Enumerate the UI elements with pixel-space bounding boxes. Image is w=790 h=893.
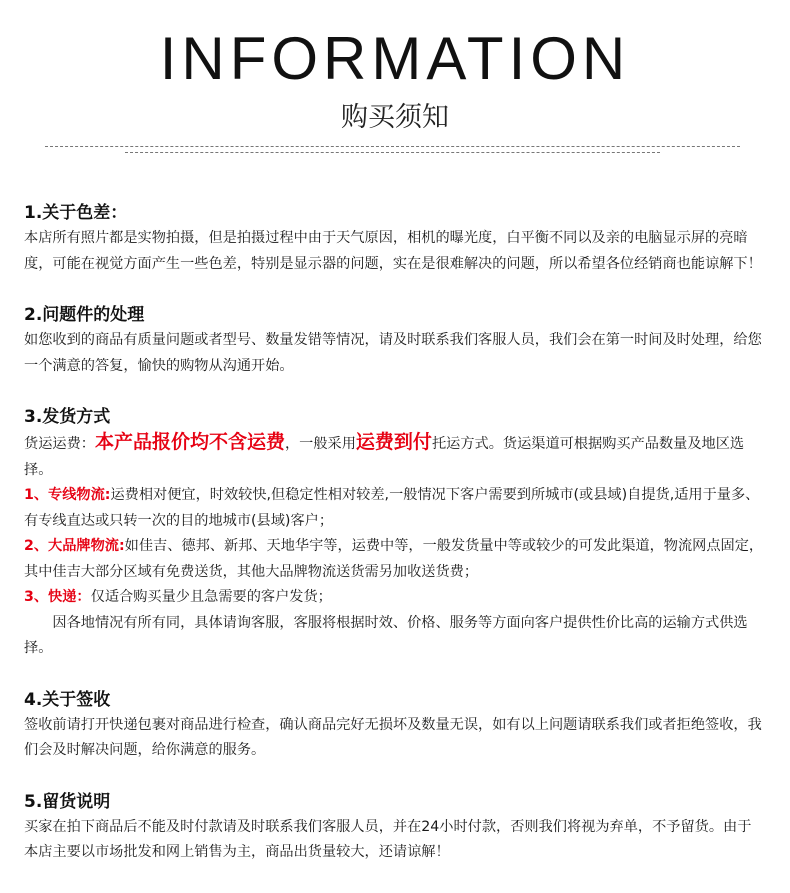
section-shipping-method — [24, 404, 764, 662]
section-title: 3.发货方式 — [24, 407, 111, 427]
section-body: 签收前请打开快递包裹对商品进行检查，确认商品完好无损坏及数量无误，如有以上问题请联系我们或者拒绝签收，我们会及时解决问题，给你满意的服务。 — [24, 716, 762, 758]
freight-collect-notice: 运费到付 — [355, 431, 432, 453]
divider-dashed-bottom — [125, 152, 660, 153]
option-label: 2、大品牌物流: — [24, 538, 125, 554]
section-body: 买家在拍下商品后不能及时付款请及时联系我们客服人员，并在24小时付款，否则我们将视为弃单，不予留货。由于本店主要以市场批发和网上销售为主，商品出货量较大，还请谅解！ — [24, 818, 752, 860]
option-label: 1、专线物流: — [24, 487, 111, 503]
shipping-option-major-brand — [24, 534, 764, 585]
option-text: 仅适合购买量少且急需要的客户发货； — [90, 589, 332, 605]
option-text: 运费相对便宜，时效较快,但稳定性相对较差,一般情况下客户需要到所城市(或县域)自提货,适用于量多、有专线直达或只转一次的目的地城市(县域)客户； — [24, 487, 760, 529]
section-color-difference — [24, 200, 764, 277]
section-title: 5.留货说明 — [24, 791, 111, 812]
page-title-chinese: 购买须知 — [341, 102, 449, 133]
shipping-intro-prefix: 货运运费： — [24, 436, 95, 452]
no-shipping-fee-notice: 本产品报价均不含运费 — [94, 431, 285, 453]
divider-dashed-top — [45, 146, 740, 147]
section-title: 2.问题件的处理 — [24, 305, 145, 325]
shipping-intro — [24, 430, 764, 483]
section-problem-handling — [24, 302, 764, 379]
section-body: 如您收到的商品有质量问题或者型号、数量发错等情况，请及时联系我们客服人员，我们会在第一时间及时处理，给您一个满意的答复，愉快的购物从沟通开始。 — [24, 332, 762, 374]
shipping-intro-mid: ，一般采用 — [284, 436, 356, 452]
section-title: 1.关于色差： — [24, 203, 128, 223]
shipping-closing: 因各地情况有所有同，具体请询客服，客服将根据时效、价格、服务等方面向客户提供性价比高的运输方式供选择。 — [24, 614, 748, 656]
section-goods-reservation — [24, 789, 764, 866]
section-signing-receipt — [24, 687, 764, 764]
shipping-option-express — [24, 585, 764, 611]
shipping-intro-suffix: 托运方式。货运渠道可根据购买产品数量及地区选择。 — [24, 436, 745, 478]
shipping-option-dedicated-line — [24, 483, 764, 534]
option-text: 如佳吉、德邦、新邦、天地华宇等，运费中等，一般发货量中等或较少的可发此渠道，物流网点固定，其中佳吉大部分区域有免费送货，其他大品牌物流送货需另加收送货费； — [24, 538, 764, 580]
option-label: 3、快递： — [24, 589, 91, 605]
section-body: 本店所有照片都是实物拍摄，但是拍摄过程中由于天气原因，相机的曝光度，白平衡不同以及亲的电脑显示屏的亮暗度，可能在视觉方面产生一些色差，特别是显示器的问题，实在是很难解决的问题，所以希望各位经销商也能谅解下！ — [24, 230, 762, 272]
page-title-english: INFORMATION — [159, 25, 631, 92]
notice-content — [24, 200, 764, 891]
section-title: 4.关于签收 — [24, 689, 111, 710]
